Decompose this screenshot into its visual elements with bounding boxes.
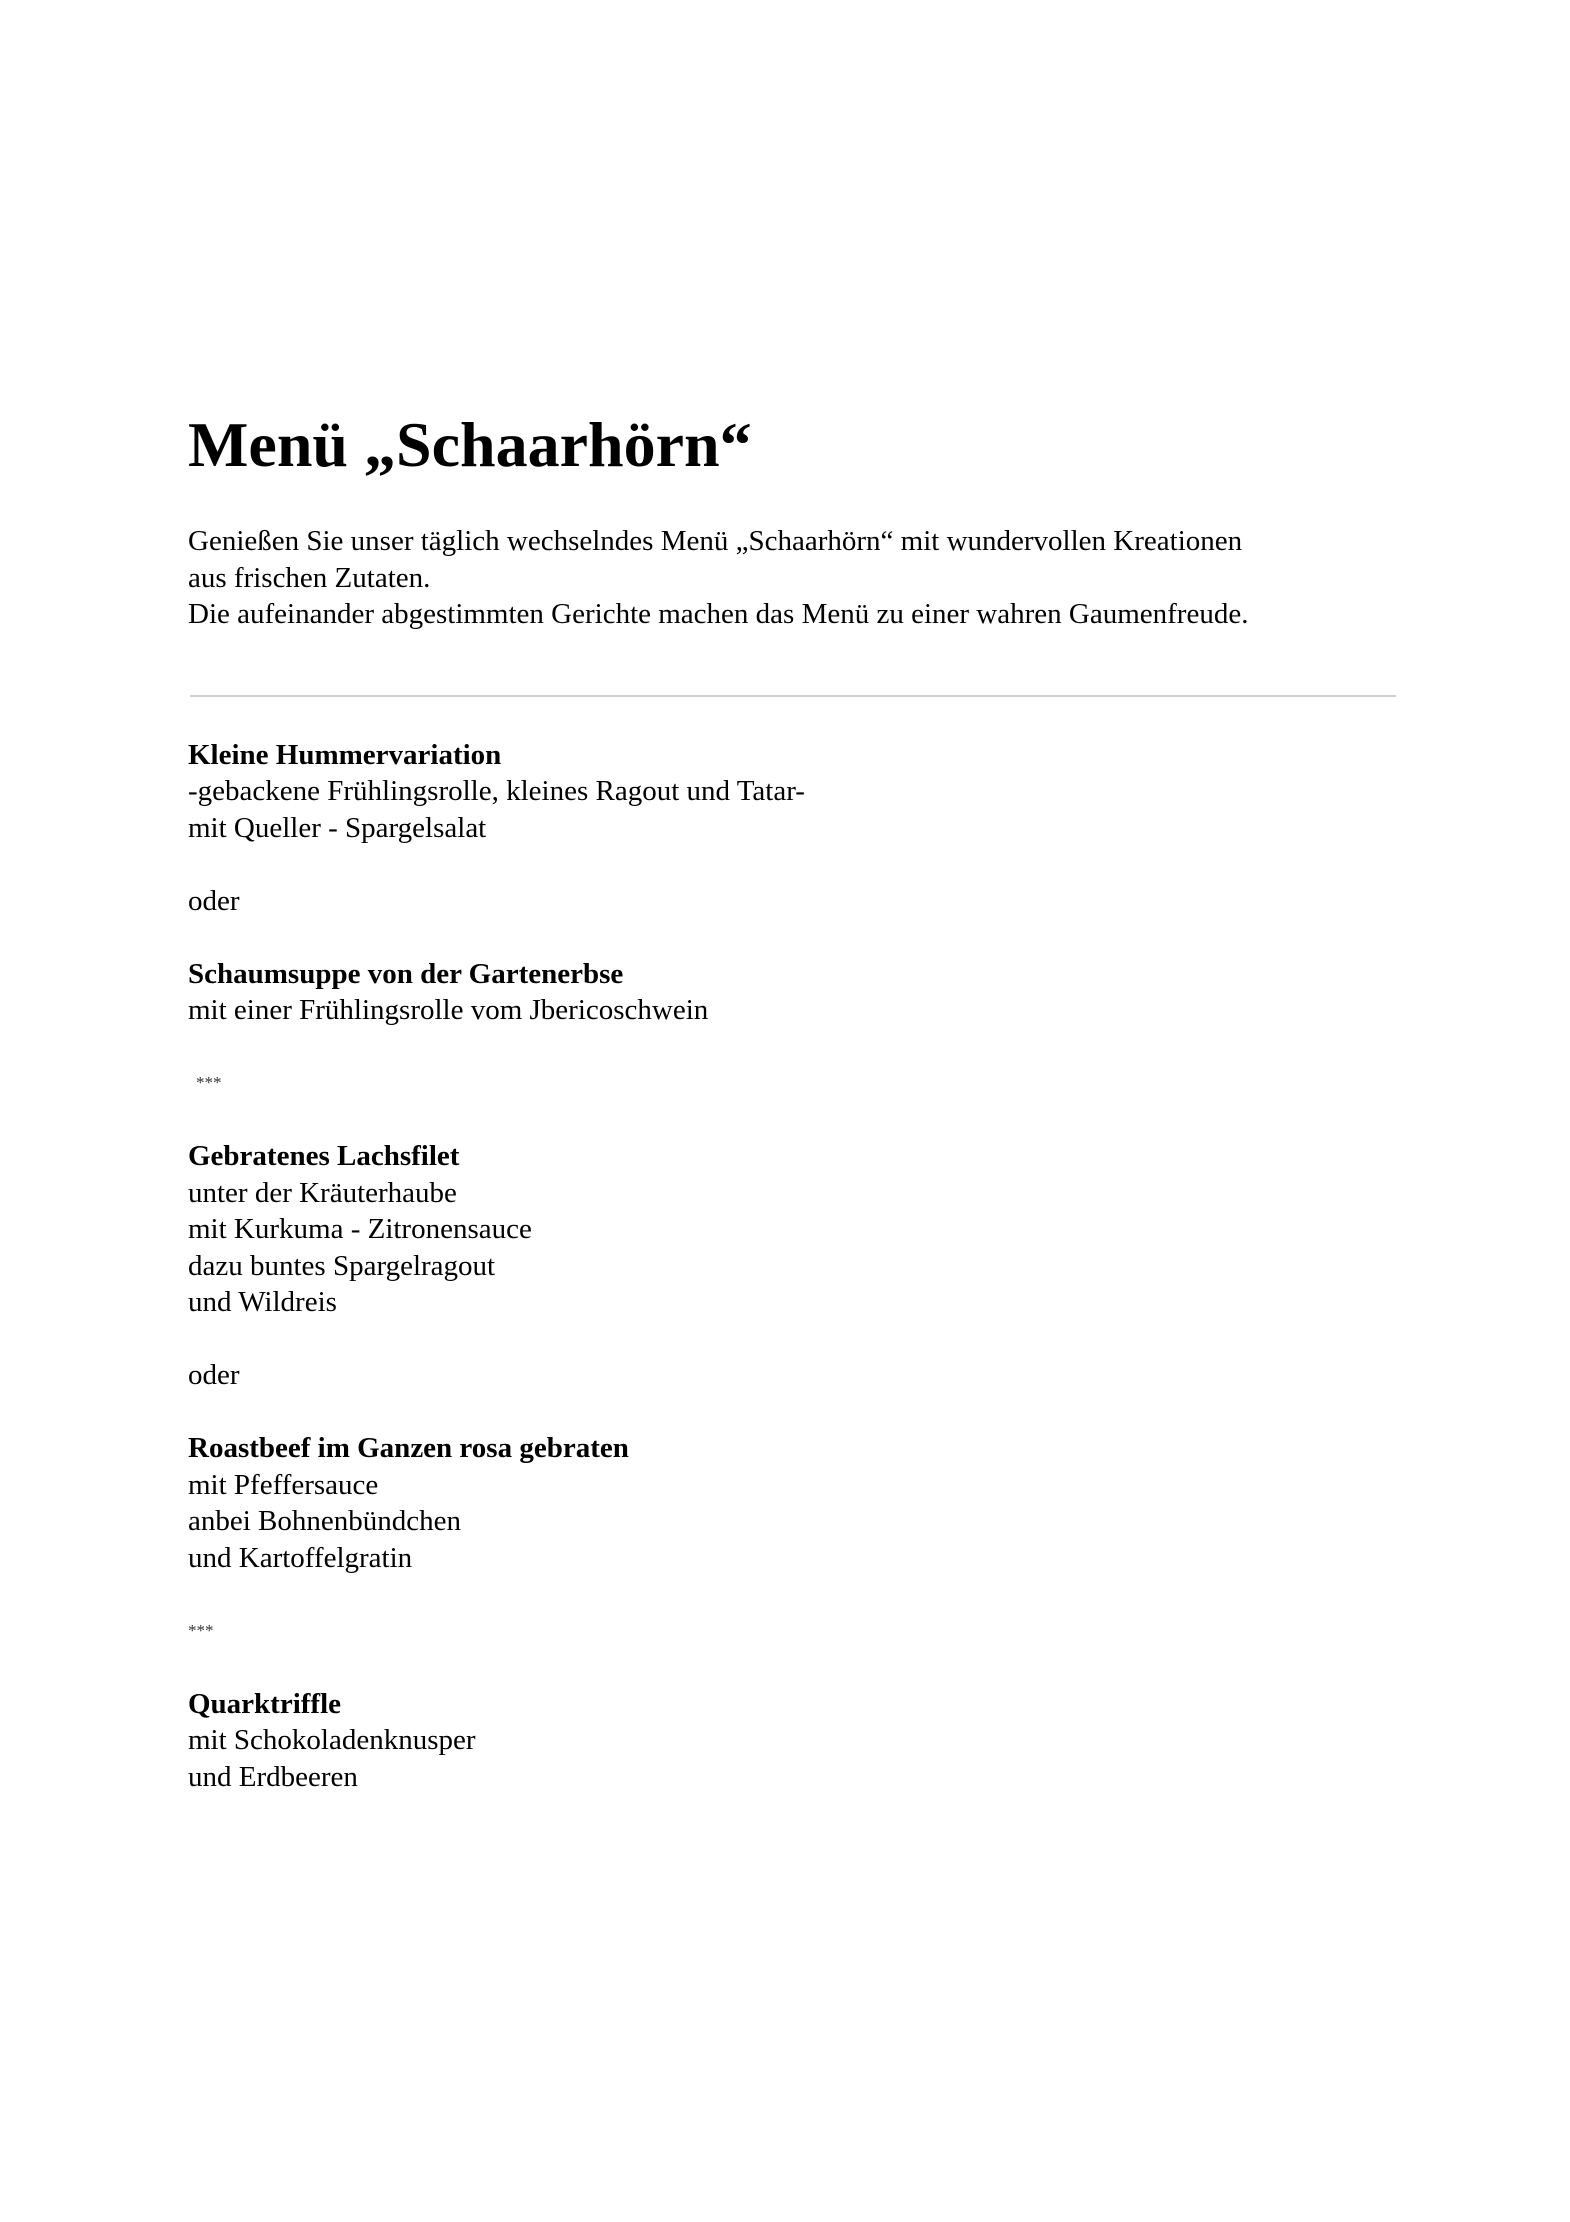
course-dessert: [188, 1686, 1398, 1796]
page-title: Menü „Schaarhörn“: [188, 409, 752, 480]
intro-line: Genießen Sie unser täglich wechselndes Menü „Schaarhörn“ mit wundervollen Kreationen: [188, 525, 1243, 557]
menu-courses: [188, 737, 1398, 1796]
course-description-line: mit einer Frühlingsrolle vom Jbericoschwein: [188, 994, 709, 1026]
course-title: Quarktriffle: [188, 1687, 342, 1720]
divider: [190, 695, 1396, 697]
course-description-line: mit Kurkuma - Zitronensauce: [188, 1213, 532, 1245]
menu-page: [188, 405, 1398, 1795]
course-description-line: anbei Bohnenbündchen: [188, 1505, 462, 1537]
or-label: oder: [188, 1359, 240, 1391]
course-description-line: mit Schokoladenknusper: [188, 1724, 476, 1756]
course-title: Schaumsuppe von der Gartenerbse: [188, 957, 624, 990]
course-title: Kleine Hummervariation: [188, 738, 502, 771]
course-description-line: -gebackene Frühlingsrolle, kleines Ragout und Tatar-: [188, 775, 805, 807]
intro-text: [188, 523, 1398, 633]
course-description-line: dazu buntes Spargelragout: [188, 1249, 496, 1282]
course-main-1: [188, 1138, 1398, 1321]
course-description-line: und Kartoffelgratin: [188, 1541, 413, 1574]
course-description-line: mit Pfeffersauce: [188, 1468, 379, 1501]
course-title: Roastbeef im Ganzen rosa gebraten: [188, 1432, 629, 1464]
course-description-line: unter der Kräuterhaube: [188, 1176, 457, 1209]
intro-line: aus frischen Zutaten.: [188, 561, 431, 594]
course-main-2: [188, 1430, 1398, 1576]
or-label: oder: [188, 884, 240, 917]
course-title: Gebratenes Lachsfilet: [188, 1140, 460, 1172]
course-starter-2: [188, 956, 1398, 1029]
course-description-line: und Erdbeeren: [188, 1760, 358, 1793]
course-description-line: mit Queller - Spargelsalat: [188, 811, 487, 844]
course-description-line: und Wildreis: [188, 1286, 337, 1318]
course-starter-1: [188, 737, 1398, 847]
intro-line: Die aufeinander abgestimmten Gerichte machen das Menü zu einer wahren Gaumenfreude.: [188, 598, 1249, 630]
course-separator: ***: [196, 1073, 222, 1092]
course-separator: ***: [188, 1620, 214, 1640]
